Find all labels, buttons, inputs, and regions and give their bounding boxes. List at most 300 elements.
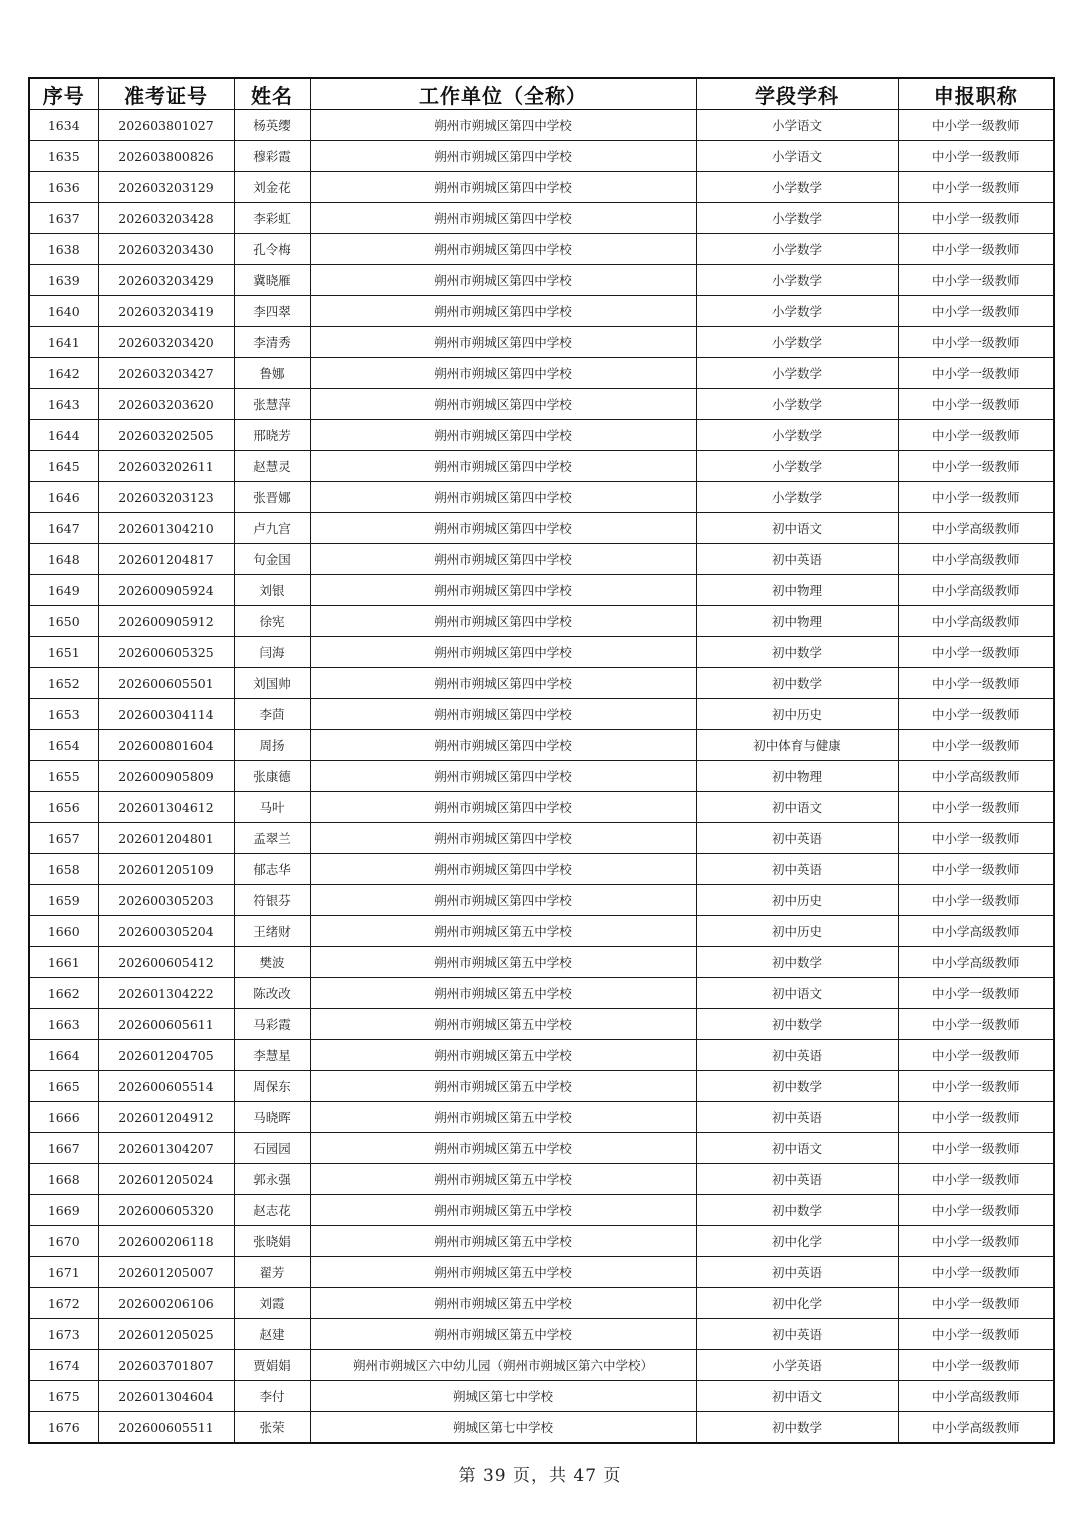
cell-serial: 1650: [29, 606, 98, 637]
table-row: [29, 451, 1054, 482]
table-row: [29, 916, 1054, 947]
cell-subject: 初中英语: [696, 544, 898, 575]
cell-name: 李彩虹: [234, 203, 310, 234]
cell-exam-id: 202600605514: [98, 1071, 234, 1102]
table-row: [29, 699, 1054, 730]
cell-title: 中小学高级教师: [898, 1381, 1054, 1412]
cell-name: 赵慧灵: [234, 451, 310, 482]
cell-name: 闫海: [234, 637, 310, 668]
cell-serial: 1637: [29, 203, 98, 234]
table-row: [29, 854, 1054, 885]
cell-title: 中小学一级教师: [898, 1102, 1054, 1133]
cell-name: 李付: [234, 1381, 310, 1412]
table-row: [29, 1164, 1054, 1195]
cell-exam-id: 202600305203: [98, 885, 234, 916]
cell-name: 孟翠兰: [234, 823, 310, 854]
cell-subject: 初中数学: [696, 637, 898, 668]
cell-subject: 初中物理: [696, 761, 898, 792]
cell-serial: 1651: [29, 637, 98, 668]
cell-work-unit: 朔州市朔城区第四中学校: [310, 544, 696, 575]
cell-subject: 初中数学: [696, 947, 898, 978]
table-row: [29, 1102, 1054, 1133]
cell-exam-id: 202603701807: [98, 1350, 234, 1381]
table-row: [29, 358, 1054, 389]
cell-subject: 小学数学: [696, 265, 898, 296]
cell-exam-id: 202600206118: [98, 1226, 234, 1257]
cell-work-unit: 朔州市朔城区第五中学校: [310, 1288, 696, 1319]
table-row: [29, 1133, 1054, 1164]
header-work-unit: 工作单位（全称）: [310, 78, 696, 110]
cell-name: 翟芳: [234, 1257, 310, 1288]
cell-work-unit: 朔州市朔城区第五中学校: [310, 1071, 696, 1102]
cell-work-unit: 朔州市朔城区第五中学校: [310, 1226, 696, 1257]
cell-exam-id: 202603203429: [98, 265, 234, 296]
cell-name: 徐宪: [234, 606, 310, 637]
cell-serial: 1636: [29, 172, 98, 203]
cell-exam-id: 202601205007: [98, 1257, 234, 1288]
cell-exam-id: 202601304207: [98, 1133, 234, 1164]
cell-subject: 小学数学: [696, 420, 898, 451]
cell-exam-id: 202603203123: [98, 482, 234, 513]
cell-exam-id: 202603203129: [98, 172, 234, 203]
table-row: [29, 1040, 1054, 1071]
table-row: [29, 1257, 1054, 1288]
cell-work-unit: 朔州市朔城区六中幼儿园（朔州市朔城区第六中学校）: [310, 1350, 696, 1381]
cell-work-unit: 朔州市朔城区第四中学校: [310, 358, 696, 389]
cell-work-unit: 朔州市朔城区第四中学校: [310, 296, 696, 327]
cell-name: 马彩霞: [234, 1009, 310, 1040]
table-row: [29, 1288, 1054, 1319]
cell-serial: 1642: [29, 358, 98, 389]
cell-work-unit: 朔州市朔城区第五中学校: [310, 1257, 696, 1288]
header-row: [29, 78, 1054, 110]
cell-exam-id: 202600605320: [98, 1195, 234, 1226]
cell-title: 中小学高级教师: [898, 544, 1054, 575]
cell-serial: 1658: [29, 854, 98, 885]
cell-name: 李茴: [234, 699, 310, 730]
cell-title: 中小学一级教师: [898, 203, 1054, 234]
cell-serial: 1643: [29, 389, 98, 420]
cell-title: 中小学高级教师: [898, 575, 1054, 606]
cell-work-unit: 朔州市朔城区第四中学校: [310, 482, 696, 513]
cell-exam-id: 202601205024: [98, 1164, 234, 1195]
cell-serial: 1668: [29, 1164, 98, 1195]
cell-name: 李四翠: [234, 296, 310, 327]
cell-name: 张晓娟: [234, 1226, 310, 1257]
cell-subject: 初中数学: [696, 1071, 898, 1102]
cell-serial: 1656: [29, 792, 98, 823]
cell-serial: 1670: [29, 1226, 98, 1257]
cell-subject: 小学语文: [696, 141, 898, 172]
cell-exam-id: 202603203427: [98, 358, 234, 389]
cell-title: 中小学一级教师: [898, 1257, 1054, 1288]
cell-subject: 小学数学: [696, 451, 898, 482]
cell-title: 中小学一级教师: [898, 141, 1054, 172]
cell-serial: 1641: [29, 327, 98, 358]
cell-serial: 1635: [29, 141, 98, 172]
cell-exam-id: 202601304612: [98, 792, 234, 823]
cell-exam-id: 202603203620: [98, 389, 234, 420]
header-name: 姓名: [234, 78, 310, 110]
cell-name: 穆彩霞: [234, 141, 310, 172]
cell-subject: 初中语文: [696, 792, 898, 823]
table-body: [29, 110, 1054, 1444]
cell-name: 李清秀: [234, 327, 310, 358]
cell-exam-id: 202603203430: [98, 234, 234, 265]
cell-title: 中小学一级教师: [898, 358, 1054, 389]
cell-name: 王绪财: [234, 916, 310, 947]
cell-subject: 初中化学: [696, 1288, 898, 1319]
table-row: [29, 1226, 1054, 1257]
cell-exam-id: 202601204817: [98, 544, 234, 575]
table-row: [29, 885, 1054, 916]
cell-name: 刘国帅: [234, 668, 310, 699]
table-row: [29, 730, 1054, 761]
cell-title: 中小学一级教师: [898, 1288, 1054, 1319]
cell-serial: 1672: [29, 1288, 98, 1319]
cell-title: 中小学高级教师: [898, 947, 1054, 978]
cell-work-unit: 朔城区第七中学校: [310, 1381, 696, 1412]
cell-serial: 1665: [29, 1071, 98, 1102]
cell-work-unit: 朔州市朔城区第四中学校: [310, 792, 696, 823]
cell-work-unit: 朔州市朔城区第五中学校: [310, 1319, 696, 1350]
cell-name: 赵志花: [234, 1195, 310, 1226]
cell-serial: 1644: [29, 420, 98, 451]
cell-subject: 小学数学: [696, 172, 898, 203]
cell-subject: 初中化学: [696, 1226, 898, 1257]
table-row: [29, 637, 1054, 668]
cell-title: 中小学一级教师: [898, 1133, 1054, 1164]
cell-name: 冀晓雁: [234, 265, 310, 296]
cell-exam-id: 202601204705: [98, 1040, 234, 1071]
cell-serial: 1673: [29, 1319, 98, 1350]
cell-subject: 小学数学: [696, 234, 898, 265]
cell-serial: 1639: [29, 265, 98, 296]
table-row: [29, 1381, 1054, 1412]
cell-name: 马晓晖: [234, 1102, 310, 1133]
cell-work-unit: 朔州市朔城区第四中学校: [310, 823, 696, 854]
table-row: [29, 482, 1054, 513]
table-row: [29, 203, 1054, 234]
cell-exam-id: 202603203419: [98, 296, 234, 327]
cell-serial: 1638: [29, 234, 98, 265]
cell-name: 贾娟娟: [234, 1350, 310, 1381]
cell-subject: 初中英语: [696, 1319, 898, 1350]
cell-title: 中小学高级教师: [898, 606, 1054, 637]
cell-serial: 1653: [29, 699, 98, 730]
cell-serial: 1662: [29, 978, 98, 1009]
cell-subject: 初中英语: [696, 1164, 898, 1195]
cell-name: 张康德: [234, 761, 310, 792]
cell-work-unit: 朔州市朔城区第四中学校: [310, 420, 696, 451]
cell-exam-id: 202603800826: [98, 141, 234, 172]
cell-exam-id: 202601304222: [98, 978, 234, 1009]
cell-serial: 1652: [29, 668, 98, 699]
cell-exam-id: 202600605511: [98, 1412, 234, 1444]
cell-title: 中小学一级教师: [898, 389, 1054, 420]
cell-serial: 1654: [29, 730, 98, 761]
header-exam-id: 准考证号: [98, 78, 234, 110]
cell-name: 刘霞: [234, 1288, 310, 1319]
cell-work-unit: 朔州市朔城区第五中学校: [310, 1040, 696, 1071]
cell-exam-id: 202603202611: [98, 451, 234, 482]
cell-subject: 初中历史: [696, 916, 898, 947]
cell-subject: 初中历史: [696, 699, 898, 730]
cell-title: 中小学一级教师: [898, 885, 1054, 916]
table-row: [29, 947, 1054, 978]
cell-serial: 1669: [29, 1195, 98, 1226]
cell-exam-id: 202600305204: [98, 916, 234, 947]
cell-subject: 小学数学: [696, 389, 898, 420]
cell-title: 中小学一级教师: [898, 1350, 1054, 1381]
cell-title: 中小学一级教师: [898, 1071, 1054, 1102]
cell-work-unit: 朔州市朔城区第五中学校: [310, 1102, 696, 1133]
cell-title: 中小学一级教师: [898, 978, 1054, 1009]
cell-serial: 1664: [29, 1040, 98, 1071]
table-row: [29, 389, 1054, 420]
cell-exam-id: 202600206106: [98, 1288, 234, 1319]
cell-subject: 初中物理: [696, 606, 898, 637]
table-row: [29, 792, 1054, 823]
table-row: [29, 1009, 1054, 1040]
cell-subject: 初中数学: [696, 668, 898, 699]
cell-exam-id: 202601304210: [98, 513, 234, 544]
cell-title: 中小学一级教师: [898, 1226, 1054, 1257]
cell-exam-id: 202601204801: [98, 823, 234, 854]
cell-subject: 小学数学: [696, 482, 898, 513]
cell-name: 周扬: [234, 730, 310, 761]
cell-serial: 1675: [29, 1381, 98, 1412]
cell-exam-id: 202603801027: [98, 110, 234, 141]
cell-serial: 1645: [29, 451, 98, 482]
cell-name: 刘银: [234, 575, 310, 606]
cell-serial: 1660: [29, 916, 98, 947]
cell-serial: 1671: [29, 1257, 98, 1288]
cell-exam-id: 202603203428: [98, 203, 234, 234]
table-row: [29, 172, 1054, 203]
cell-exam-id: 202601204912: [98, 1102, 234, 1133]
cell-work-unit: 朔州市朔城区第四中学校: [310, 699, 696, 730]
cell-serial: 1667: [29, 1133, 98, 1164]
cell-name: 句金国: [234, 544, 310, 575]
cell-work-unit: 朔州市朔城区第四中学校: [310, 668, 696, 699]
cell-work-unit: 朔城区第七中学校: [310, 1412, 696, 1444]
table-row: [29, 1195, 1054, 1226]
cell-work-unit: 朔州市朔城区第四中学校: [310, 389, 696, 420]
cell-exam-id: 202600801604: [98, 730, 234, 761]
table-header: [29, 78, 1054, 110]
cell-work-unit: 朔州市朔城区第五中学校: [310, 1009, 696, 1040]
cell-title: 中小学一级教师: [898, 699, 1054, 730]
cell-subject: 小学数学: [696, 203, 898, 234]
table-row: [29, 327, 1054, 358]
cell-name: 张慧萍: [234, 389, 310, 420]
cell-serial: 1666: [29, 1102, 98, 1133]
cell-serial: 1646: [29, 482, 98, 513]
cell-work-unit: 朔州市朔城区第四中学校: [310, 451, 696, 482]
cell-work-unit: 朔州市朔城区第四中学校: [310, 761, 696, 792]
cell-serial: 1657: [29, 823, 98, 854]
cell-title: 中小学高级教师: [898, 1412, 1054, 1444]
cell-subject: 初中体育与健康: [696, 730, 898, 761]
cell-work-unit: 朔州市朔城区第五中学校: [310, 1195, 696, 1226]
header-title: 申报职称: [898, 78, 1054, 110]
cell-title: 中小学一级教师: [898, 730, 1054, 761]
cell-title: 中小学一级教师: [898, 420, 1054, 451]
cell-name: 樊波: [234, 947, 310, 978]
table-row: [29, 513, 1054, 544]
cell-title: 中小学一级教师: [898, 792, 1054, 823]
cell-work-unit: 朔州市朔城区第五中学校: [310, 1164, 696, 1195]
cell-work-unit: 朔州市朔城区第四中学校: [310, 606, 696, 637]
header-serial: 序号: [29, 78, 98, 110]
cell-name: 张荣: [234, 1412, 310, 1444]
cell-title: 中小学一级教师: [898, 1009, 1054, 1040]
cell-subject: 小学数学: [696, 296, 898, 327]
cell-name: 孔令梅: [234, 234, 310, 265]
cell-title: 中小学一级教师: [898, 1040, 1054, 1071]
cell-name: 符银芬: [234, 885, 310, 916]
cell-title: 中小学一级教师: [898, 854, 1054, 885]
cell-exam-id: 202600905809: [98, 761, 234, 792]
cell-title: 中小学一级教师: [898, 823, 1054, 854]
cell-work-unit: 朔州市朔城区第四中学校: [310, 203, 696, 234]
cell-name: 杨英缨: [234, 110, 310, 141]
cell-exam-id: 202603203420: [98, 327, 234, 358]
cell-subject: 初中语文: [696, 1133, 898, 1164]
cell-name: 石园园: [234, 1133, 310, 1164]
cell-name: 李慧星: [234, 1040, 310, 1071]
cell-subject: 初中数学: [696, 1412, 898, 1444]
cell-work-unit: 朔州市朔城区第四中学校: [310, 234, 696, 265]
cell-exam-id: 202601205025: [98, 1319, 234, 1350]
cell-subject: 初中物理: [696, 575, 898, 606]
table-row: [29, 1412, 1054, 1444]
cell-title: 中小学一级教师: [898, 668, 1054, 699]
table-row: [29, 1071, 1054, 1102]
cell-subject: 初中英语: [696, 1040, 898, 1071]
cell-title: 中小学一级教师: [898, 451, 1054, 482]
cell-title: 中小学一级教师: [898, 327, 1054, 358]
cell-exam-id: 202601205109: [98, 854, 234, 885]
cell-serial: 1649: [29, 575, 98, 606]
table-row: [29, 761, 1054, 792]
cell-name: 郁志华: [234, 854, 310, 885]
cell-title: 中小学一级教师: [898, 234, 1054, 265]
page-number: 第 39 页，共 47 页: [458, 1466, 622, 1486]
table-row: [29, 1350, 1054, 1381]
cell-exam-id: 202600605325: [98, 637, 234, 668]
cell-serial: 1659: [29, 885, 98, 916]
cell-title: 中小学一级教师: [898, 172, 1054, 203]
table-row: [29, 978, 1054, 1009]
table-row: [29, 575, 1054, 606]
cell-serial: 1655: [29, 761, 98, 792]
cell-subject: 小学数学: [696, 358, 898, 389]
cell-name: 卢九宫: [234, 513, 310, 544]
cell-work-unit: 朔州市朔城区第四中学校: [310, 513, 696, 544]
cell-serial: 1634: [29, 110, 98, 141]
cell-name: 马叶: [234, 792, 310, 823]
cell-work-unit: 朔州市朔城区第四中学校: [310, 854, 696, 885]
cell-subject: 初中历史: [696, 885, 898, 916]
cell-work-unit: 朔州市朔城区第四中学校: [310, 110, 696, 141]
cell-exam-id: 202600304114: [98, 699, 234, 730]
cell-exam-id: 202600905912: [98, 606, 234, 637]
cell-work-unit: 朔州市朔城区第四中学校: [310, 637, 696, 668]
table-row: [29, 1319, 1054, 1350]
cell-work-unit: 朔州市朔城区第四中学校: [310, 575, 696, 606]
cell-subject: 初中英语: [696, 1257, 898, 1288]
cell-exam-id: 202600605501: [98, 668, 234, 699]
cell-work-unit: 朔州市朔城区第四中学校: [310, 265, 696, 296]
table-row: [29, 544, 1054, 575]
cell-work-unit: 朔州市朔城区第五中学校: [310, 978, 696, 1009]
table-row: [29, 823, 1054, 854]
header-subject: 学段学科: [696, 78, 898, 110]
roster-table: [28, 77, 1055, 1444]
table-row: [29, 606, 1054, 637]
cell-name: 郭永强: [234, 1164, 310, 1195]
cell-work-unit: 朔州市朔城区第四中学校: [310, 885, 696, 916]
cell-exam-id: 202603202505: [98, 420, 234, 451]
table-row: [29, 265, 1054, 296]
cell-serial: 1640: [29, 296, 98, 327]
cell-subject: 初中语文: [696, 978, 898, 1009]
cell-work-unit: 朔州市朔城区第五中学校: [310, 947, 696, 978]
cell-serial: 1676: [29, 1412, 98, 1444]
cell-serial: 1647: [29, 513, 98, 544]
cell-subject: 初中英语: [696, 1102, 898, 1133]
cell-title: 中小学一级教师: [898, 637, 1054, 668]
cell-title: 中小学一级教师: [898, 296, 1054, 327]
table-row: [29, 234, 1054, 265]
cell-name: 鲁娜: [234, 358, 310, 389]
cell-work-unit: 朔州市朔城区第四中学校: [310, 327, 696, 358]
cell-title: 中小学高级教师: [898, 761, 1054, 792]
cell-name: 邢晓芳: [234, 420, 310, 451]
table-row: [29, 420, 1054, 451]
cell-subject: 初中英语: [696, 854, 898, 885]
cell-exam-id: 202600905924: [98, 575, 234, 606]
cell-exam-id: 202600605412: [98, 947, 234, 978]
cell-name: 刘金花: [234, 172, 310, 203]
cell-exam-id: 202601304604: [98, 1381, 234, 1412]
table-row: [29, 668, 1054, 699]
cell-subject: 小学语文: [696, 110, 898, 141]
cell-work-unit: 朔州市朔城区第四中学校: [310, 730, 696, 761]
cell-name: 陈改改: [234, 978, 310, 1009]
cell-title: 中小学一级教师: [898, 265, 1054, 296]
cell-name: 周保东: [234, 1071, 310, 1102]
cell-subject: 初中语文: [696, 1381, 898, 1412]
cell-subject: 小学数学: [696, 327, 898, 358]
cell-title: 中小学一级教师: [898, 110, 1054, 141]
cell-subject: 初中数学: [696, 1195, 898, 1226]
cell-work-unit: 朔州市朔城区第五中学校: [310, 1133, 696, 1164]
cell-subject: 初中语文: [696, 513, 898, 544]
cell-subject: 小学英语: [696, 1350, 898, 1381]
table-row: [29, 296, 1054, 327]
table-row: [29, 110, 1054, 141]
cell-subject: 初中英语: [696, 823, 898, 854]
cell-serial: 1674: [29, 1350, 98, 1381]
cell-title: 中小学一级教师: [898, 1164, 1054, 1195]
cell-subject: 初中数学: [696, 1009, 898, 1040]
cell-name: 张晋娜: [234, 482, 310, 513]
cell-work-unit: 朔州市朔城区第五中学校: [310, 916, 696, 947]
cell-exam-id: 202600605611: [98, 1009, 234, 1040]
